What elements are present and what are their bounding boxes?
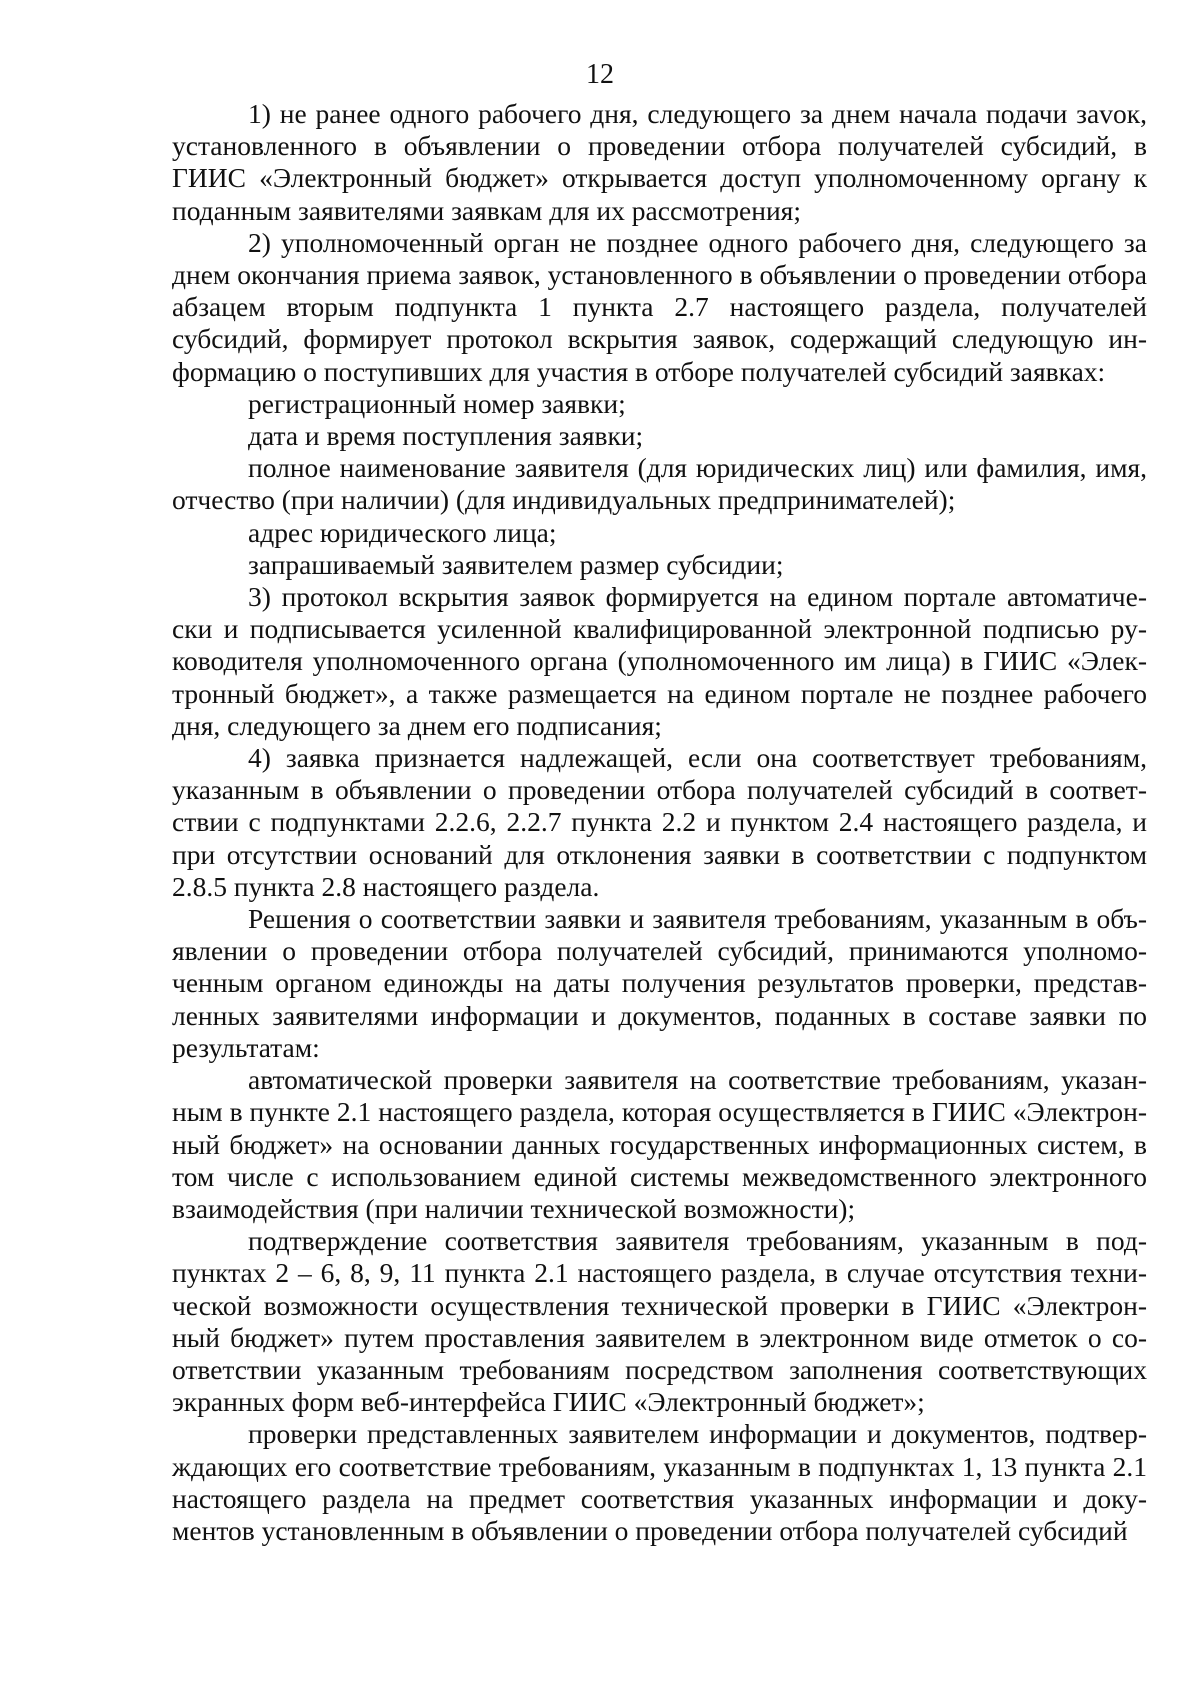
page-number: 12 (586, 59, 614, 90)
paragraph-12: подтверждение соответствия заявителя требованиям, указанным в подпунктах 2 – 6, 8, 9, 11 пункта 2.1 настоящего раздела, в случае отсутствия технической возможности осуществления технической проверки в ГИИС «Электронный бюджет» путем проставления заявителем в электронном виде отметок о соответствии указанным требованиям посредством заполнения соответствующих экранных форм веб-интерфейса ГИИС «Электронный бюджет»; (172, 1225, 1147, 1418)
paragraph-9: 4) заявка признается надлежащей, если она соответствует требованиям, указанным в объявлении о проведении отбора получателей субсидий в соответствии с подпунктами 2.2.6, 2.2.7 пункта 2.2 и пунктом 2.4 настоящего раздела, и при отсутствии оснований для отклонения заявки в соответствии с подпунктом 2.8.5 пункта 2.8 настоящего раздела. (172, 742, 1147, 902)
paragraph-4: дата и время поступления заявки; (248, 420, 644, 452)
paragraph-13: проверки представленных заявителем информации и документов, подтверждающих его соответствие требованиям, указанным в подпунктах 1, 13 пункта 2.1 настоящего раздела на предмет соответствия указанных информации и документов установленным в объявлении о проведении отбора получателей субсидий (172, 1418, 1147, 1546)
paragraph-11: автоматической проверки заявителя на соответствие требованиям, указанным в пункте 2.1 настоящего раздела, которая осуществляется в ГИИС «Электронный бюджет» на основании данных государственных информационных систем, в том числе с использованием единой системы межведомственного электронного взаимодействия (при наличии технической возможности); (172, 1064, 1147, 1224)
paragraph-10: Решения о соответствии заявки и заявителя требованиям, указанным в объявлении о проведении отбора получателей субсидий, принимаются уполномоченным органом единожды на даты получения результатов проверки, представленных заявителями информации и документов, поданных в составе заявки по результатам: (172, 903, 1147, 1063)
paragraph-3: регистрационный номер заявки; (248, 387, 626, 419)
paragraph-5: полное наименование заявителя (для юридических лиц) или фамилия, имя, отчество (при наличии) (для индивидуальных предпринимателей); (172, 452, 1147, 516)
paragraph-7: запрашиваемый заявителем размер субсидии; (248, 548, 784, 580)
paragraph-6: адрес юридического лица; (248, 516, 557, 548)
paragraph-1: 1) не ранее одного рабочего дня, следующего за днем начала подачи заvок, установленного в объявлении о проведении отбора получателей субсидий, в ГИИС «Электронный бюджет» открывается доступ уполномоченному органу к поданным заявителями заявкам для их рассмотрения; (172, 98, 1147, 226)
paragraph-2: 2) уполномоченный орган не позднее одного рабочего дня, следующего за днем окончания приема заявок, установленного в объявлении о проведении отбора абзацем вторым подпункта 1 пункта 2.7 настоящего раздела, получателей субсидий, формирует протокол вскрытия заявок, содержащий следующую информацию о поступивших для участия в отборе получателей субсидий заявках: (172, 226, 1147, 387)
document-body (172, 98, 1147, 1547)
paragraph-8: 3) протокол вскрытия заявок формируется на едином портале автоматически и подписывается усиленной квалифицированной электронной подписью руководителя уполномоченного органа (уполномоченного им лица) в ГИИС «Электронный бюджет», а также размещается на едином портале не позднее рабочего дня, следующего за днем его подписания; (172, 581, 1147, 741)
